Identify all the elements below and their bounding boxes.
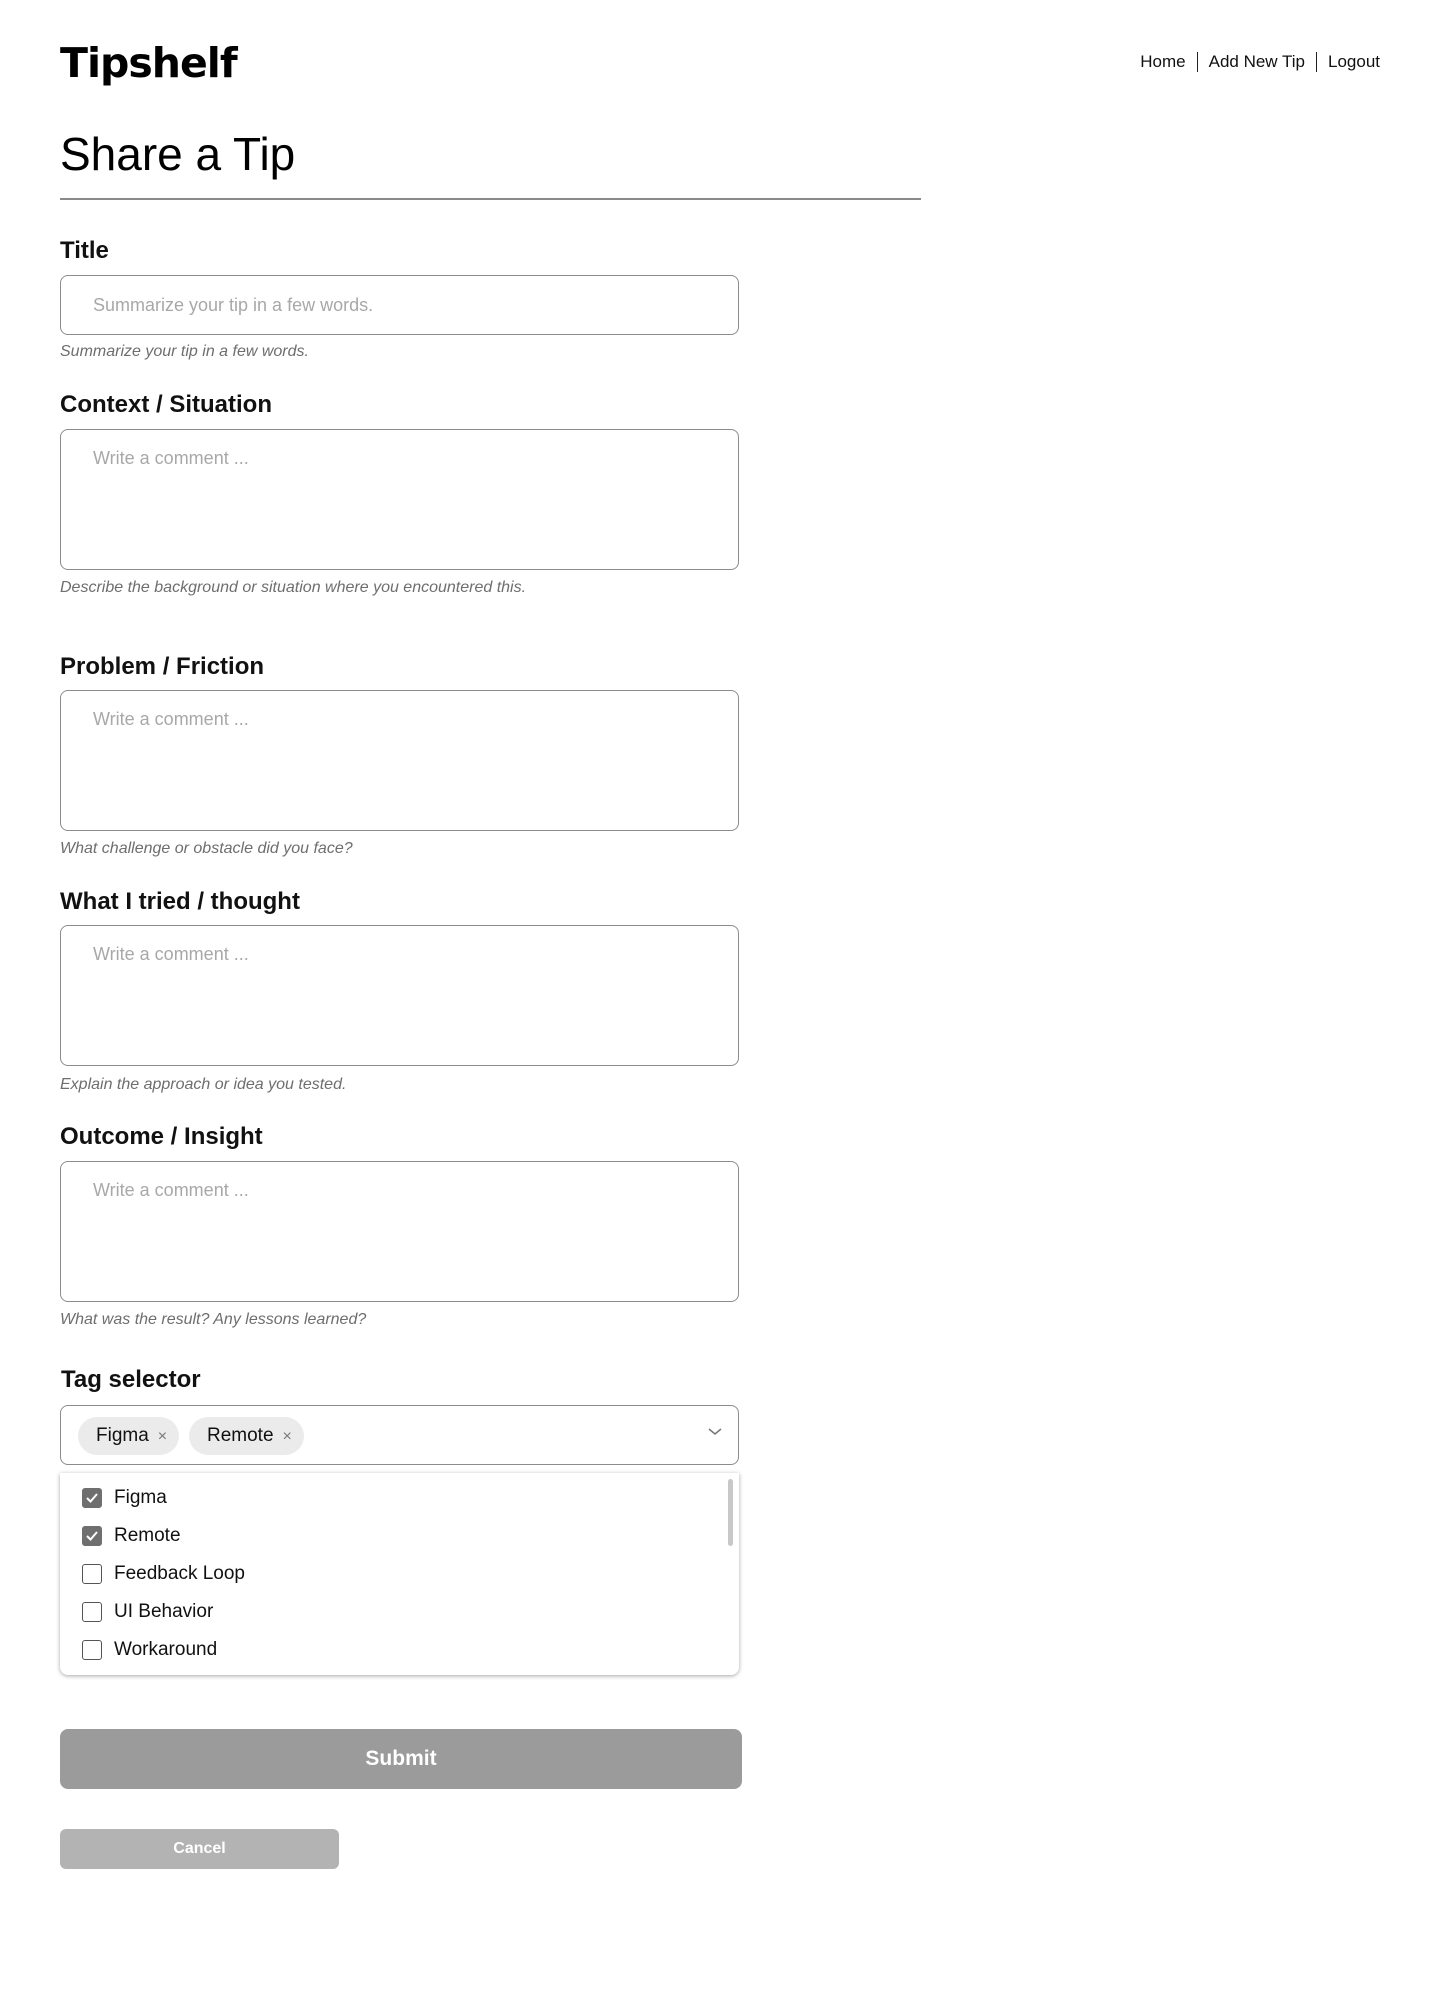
checkbox-checked[interactable] xyxy=(82,1488,102,1508)
check-icon xyxy=(85,1529,99,1543)
tag-option-label: Remote xyxy=(114,1525,181,1546)
tag-option-label: Workaround xyxy=(114,1639,218,1660)
chevron-down-icon[interactable] xyxy=(708,1424,722,1438)
tag-option-feedback-loop[interactable] xyxy=(82,1559,245,1589)
problem-helper-text: What challenge or obstacle did you face? xyxy=(60,840,353,857)
tag-option-ui-behavior[interactable] xyxy=(82,1597,213,1627)
tried-helper-text: Explain the approach or idea you tested. xyxy=(60,1076,347,1093)
nav-add-new-tip-link[interactable]: Add New Tip xyxy=(1208,52,1305,71)
tag-option-figma[interactable] xyxy=(82,1483,167,1513)
tag-option-remote[interactable] xyxy=(82,1521,181,1551)
close-icon[interactable]: × xyxy=(157,1428,168,1445)
cancel-button[interactable]: Cancel xyxy=(60,1829,339,1869)
outcome-textarea[interactable] xyxy=(60,1161,739,1302)
nav-divider xyxy=(1316,52,1317,72)
tag-selector[interactable] xyxy=(60,1405,739,1465)
tag-option-workaround[interactable] xyxy=(82,1635,217,1665)
checkbox-checked[interactable] xyxy=(82,1526,102,1546)
header xyxy=(60,38,1380,98)
outcome-label: Outcome / Insight xyxy=(60,1123,263,1150)
problem-label: Problem / Friction xyxy=(60,653,265,680)
checkbox-unchecked[interactable] xyxy=(82,1640,102,1660)
tag-chip-remote xyxy=(189,1417,304,1455)
tag-chip-label: Remote xyxy=(207,1425,274,1446)
context-textarea[interactable] xyxy=(60,429,739,570)
close-icon[interactable]: × xyxy=(282,1428,292,1445)
context-label: Context / Situation xyxy=(60,391,272,418)
check-icon xyxy=(85,1491,99,1505)
page-title: Share a Tip xyxy=(60,128,296,180)
logo[interactable]: Tipshelf xyxy=(60,39,237,87)
title-divider xyxy=(60,198,921,200)
checkbox-unchecked[interactable] xyxy=(82,1602,102,1622)
tag-selector-label: Tag selector xyxy=(61,1366,201,1393)
tag-chip-label: Figma xyxy=(96,1425,149,1446)
submit-button[interactable]: Submit xyxy=(60,1729,742,1789)
dropdown-scrollbar[interactable] xyxy=(728,1479,733,1546)
tag-option-label: Figma xyxy=(114,1487,167,1508)
tried-textarea[interactable] xyxy=(60,925,739,1066)
problem-textarea[interactable] xyxy=(60,690,739,831)
outcome-helper-text: What was the result? Any lessons learned? xyxy=(60,1311,367,1328)
tag-chip-figma xyxy=(78,1417,179,1455)
title-input[interactable] xyxy=(60,275,739,335)
checkbox-unchecked[interactable] xyxy=(82,1564,102,1584)
context-helper-text: Describe the background or situation where you encountered this. xyxy=(60,579,527,596)
nav-home-link[interactable]: Home xyxy=(1140,52,1186,71)
tag-dropdown-list xyxy=(60,1473,739,1675)
nav-divider xyxy=(1197,52,1198,72)
top-nav xyxy=(1140,52,1380,72)
tag-option-label: Feedback Loop xyxy=(114,1563,245,1584)
tried-label: What I tried / thought xyxy=(60,888,300,915)
title-helper-text: Summarize your tip in a few words. xyxy=(60,343,309,360)
nav-logout-link[interactable]: Logout xyxy=(1328,52,1380,71)
title-label: Title xyxy=(60,237,109,264)
tag-option-label: UI Behavior xyxy=(114,1601,214,1622)
